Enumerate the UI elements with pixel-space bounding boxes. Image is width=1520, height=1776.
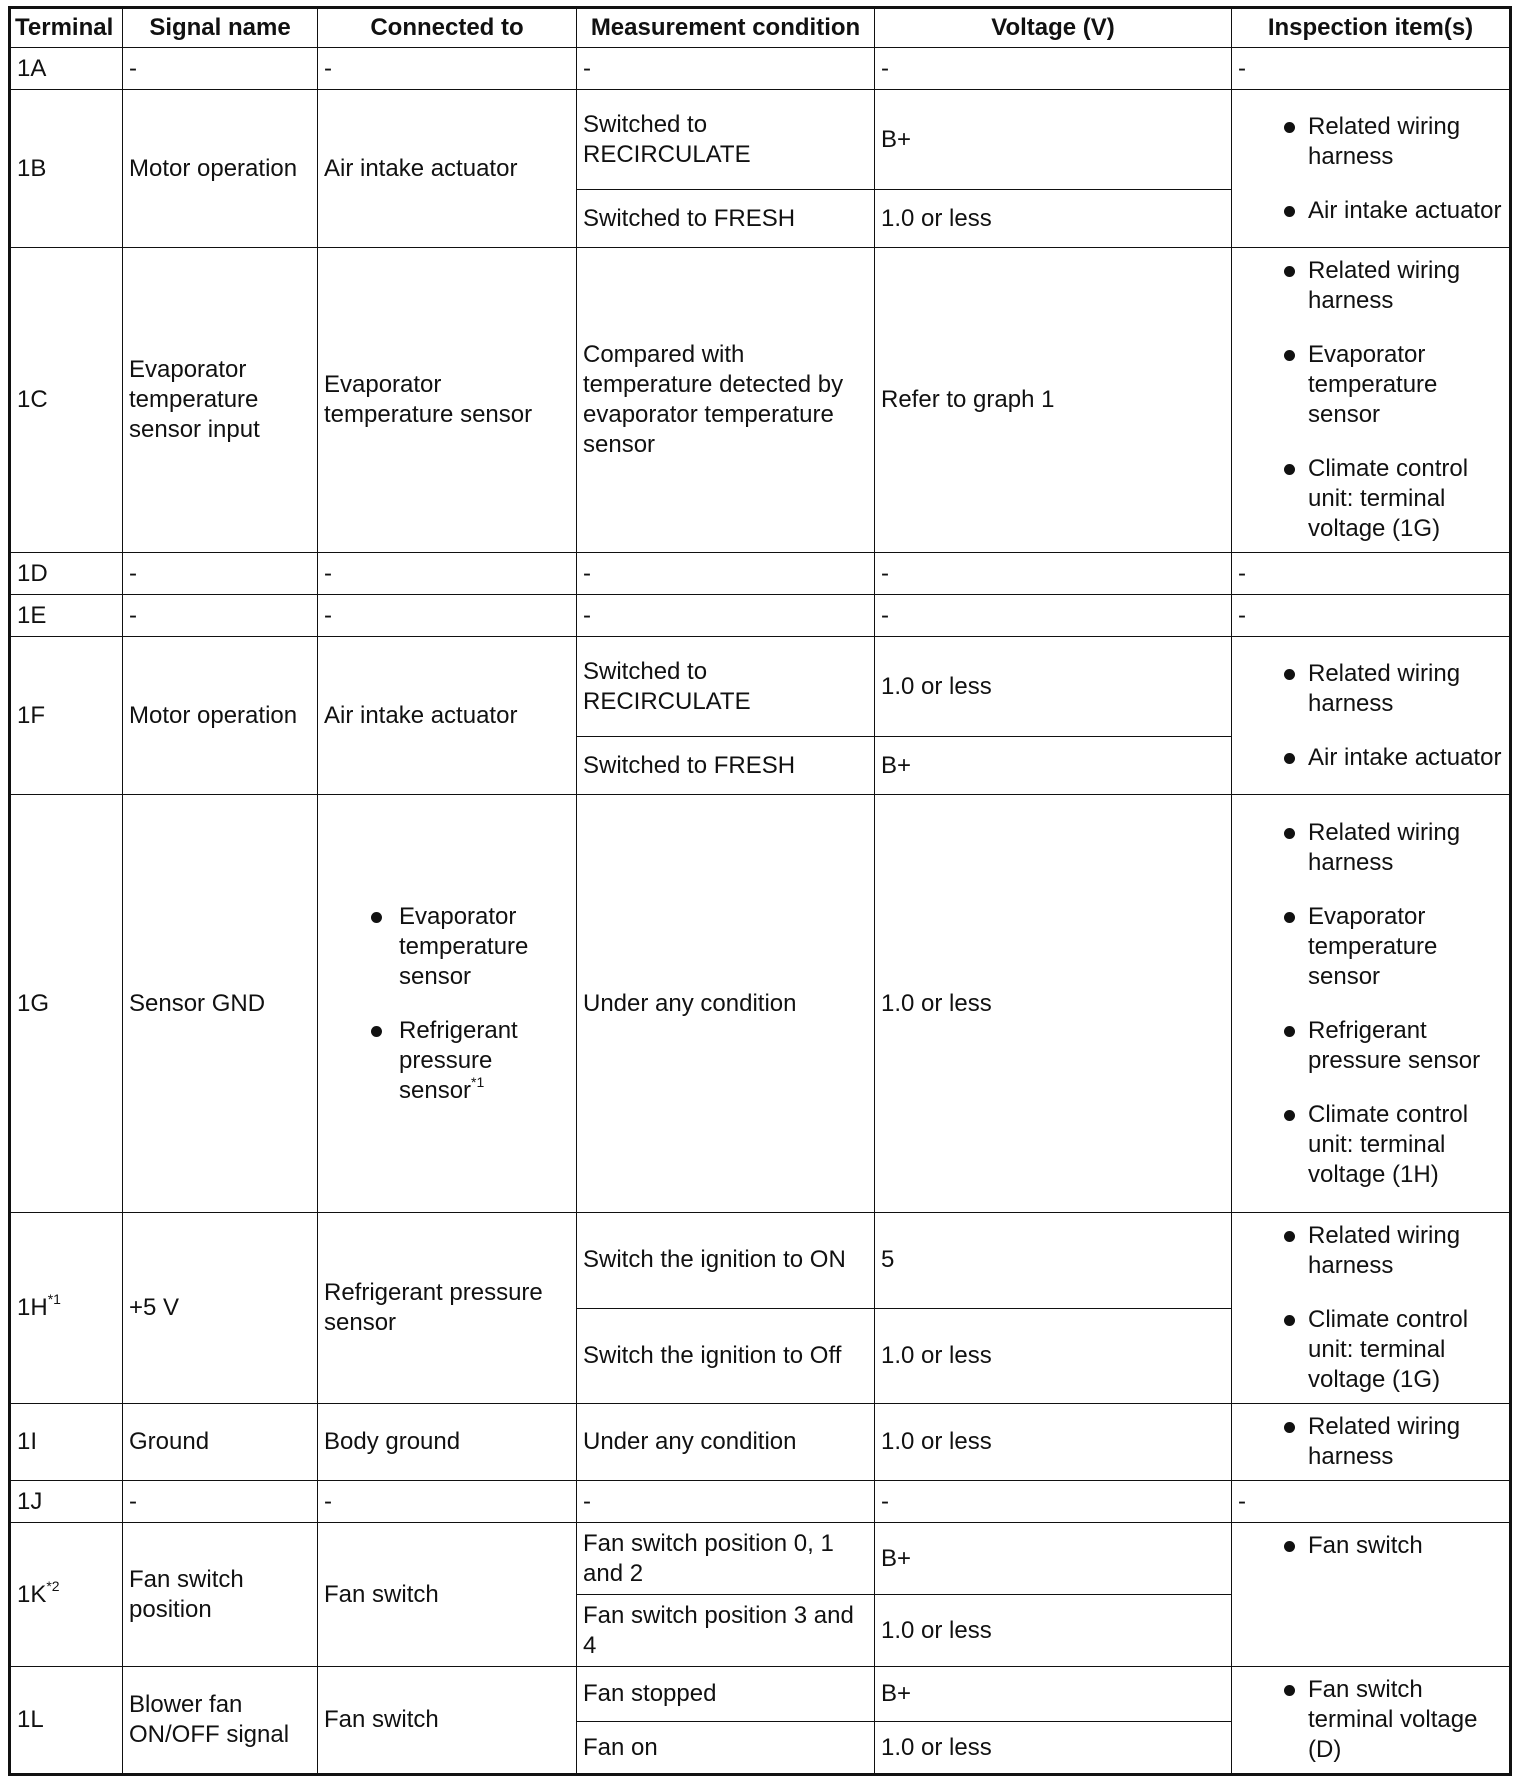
inspection-item: Evaporator temperature sensor xyxy=(1238,902,1503,992)
bullet-icon xyxy=(1284,122,1295,133)
signal-cell: Blower fan ON/OFF signal xyxy=(123,1667,318,1775)
inspection-cell xyxy=(1232,1213,1511,1404)
inspection-item: Related wiring harness xyxy=(1238,659,1503,719)
inspection-cell: - xyxy=(1232,1481,1511,1523)
inspection-cell xyxy=(1232,795,1511,1213)
table-row-1B xyxy=(10,90,1511,190)
table-row-1G xyxy=(10,795,1511,1213)
table-row-1L xyxy=(10,1667,1511,1722)
condition-cell: - xyxy=(577,595,875,637)
header-measurement-condition: Measurement condition xyxy=(577,8,875,48)
voltage-cell: B+ xyxy=(875,1667,1232,1722)
header-connected-to: Connected to xyxy=(318,8,577,48)
voltage-cell: 1.0 or less xyxy=(875,795,1232,1213)
inspection-cell xyxy=(1232,90,1511,248)
inspection-item: Climate control unit: terminal voltage (1G) xyxy=(1238,454,1503,544)
table-row-1J xyxy=(10,1481,1511,1523)
bullet-icon xyxy=(1284,669,1295,680)
condition-cell: Under any condition xyxy=(577,1404,875,1481)
bullet-icon xyxy=(1284,1231,1295,1242)
signal-cell: Motor operation xyxy=(123,637,318,795)
inspection-item: Related wiring harness xyxy=(1238,112,1503,172)
voltage-cell: 1.0 or less xyxy=(875,1308,1232,1404)
terminal-cell: 1I xyxy=(10,1404,123,1481)
condition-cell: Fan switch position 3 and 4 xyxy=(577,1595,875,1667)
terminal-cell: 1A xyxy=(10,48,123,90)
bullet-icon xyxy=(1284,266,1295,277)
condition-cell: Compared with temperature detected by evaporator temperature sensor xyxy=(577,248,875,553)
connected-cell: Body ground xyxy=(318,1404,577,1481)
voltage-cell: 1.0 or less xyxy=(875,1404,1232,1481)
connected-cell: - xyxy=(318,553,577,595)
signal-cell: - xyxy=(123,48,318,90)
terminal-cell: $1H^{*1}$ xyxy=(10,1213,123,1404)
connected-item: Refrigerant pressure sensor$^{*1}$ xyxy=(324,1016,570,1106)
condition-cell: Fan switch position 0, 1 and 2 xyxy=(577,1523,875,1595)
voltage-cell: - xyxy=(875,48,1232,90)
signal-cell: Evaporator temperature sensor input xyxy=(123,248,318,553)
connected-cell: Air intake actuator xyxy=(318,637,577,795)
connected-cell: Evaporator temperature sensor xyxy=(318,248,577,553)
inspection-item: Related wiring harness xyxy=(1238,1412,1503,1472)
inspection-cell xyxy=(1232,1667,1511,1775)
terminal-cell: 1E xyxy=(10,595,123,637)
bullet-icon xyxy=(1284,1315,1295,1326)
inspection-cell xyxy=(1232,637,1511,795)
inspection-item: Related wiring harness xyxy=(1238,818,1503,878)
inspection-cell xyxy=(1232,1404,1511,1481)
terminal-voltage-table xyxy=(8,6,1512,1776)
terminal-cell: 1D xyxy=(10,553,123,595)
header-voltage: Voltage (V) xyxy=(875,8,1232,48)
connected-cell xyxy=(318,795,577,1213)
connected-cell: Air intake actuator xyxy=(318,90,577,248)
connected-item: Evaporator temperature sensor xyxy=(324,902,570,992)
voltage-cell: - xyxy=(875,553,1232,595)
inspection-cell: - xyxy=(1232,553,1511,595)
voltage-cell: 1.0 or less xyxy=(875,1722,1232,1775)
bullet-icon xyxy=(1284,350,1295,361)
voltage-cell: - xyxy=(875,595,1232,637)
condition-cell: Switched to FRESH xyxy=(577,737,875,795)
voltage-cell: B+ xyxy=(875,1523,1232,1595)
voltage-cell: 1.0 or less xyxy=(875,190,1232,248)
inspection-cell xyxy=(1232,248,1511,553)
condition-cell: - xyxy=(577,48,875,90)
inspection-item: Climate control unit: terminal voltage (1H) xyxy=(1238,1100,1503,1190)
footnote-mark: *2 xyxy=(46,1577,60,1594)
bullet-icon xyxy=(1284,1541,1295,1552)
signal-cell: Fan switch position xyxy=(123,1523,318,1667)
connected-cell: Fan switch xyxy=(318,1667,577,1775)
inspection-item: Related wiring harness xyxy=(1238,1221,1503,1281)
terminal-cell: 1J xyxy=(10,1481,123,1523)
header-terminal: Terminal xyxy=(10,8,123,48)
voltage-cell: 5 xyxy=(875,1213,1232,1309)
table-row-1K xyxy=(10,1523,1511,1595)
connected-cell: Fan switch xyxy=(318,1523,577,1667)
bullet-icon xyxy=(1284,206,1295,217)
connected-cell: Refrigerant pressure sensor xyxy=(318,1213,577,1404)
inspection-item: Air intake actuator xyxy=(1238,196,1503,226)
table-row-1F xyxy=(10,637,1511,737)
voltage-cell: Refer to graph 1 xyxy=(875,248,1232,553)
bullet-icon xyxy=(371,1026,382,1037)
voltage-cell: B+ xyxy=(875,90,1232,190)
bullet-icon xyxy=(1284,912,1295,923)
condition-cell: - xyxy=(577,553,875,595)
voltage-cell: 1.0 or less xyxy=(875,1595,1232,1667)
inspection-item: Related wiring harness xyxy=(1238,256,1503,316)
condition-cell: - xyxy=(577,1481,875,1523)
bullet-icon xyxy=(1284,753,1295,764)
inspection-item: Refrigerant pressure sensor xyxy=(1238,1016,1503,1076)
table-row-1H xyxy=(10,1213,1511,1309)
bullet-icon xyxy=(1284,1026,1295,1037)
signal-cell: +5 V xyxy=(123,1213,318,1404)
signal-cell: Motor operation xyxy=(123,90,318,248)
header-inspection-items: Inspection item(s) xyxy=(1232,8,1511,48)
terminal-cell: $1K^{*2}$ xyxy=(10,1523,123,1667)
signal-cell: - xyxy=(123,595,318,637)
terminal-cell: 1B xyxy=(10,90,123,248)
inspection-cell: - xyxy=(1232,48,1511,90)
bullet-icon xyxy=(1284,1422,1295,1433)
condition-cell: Switched to RECIRCULATE xyxy=(577,637,875,737)
inspection-item: Fan switch terminal voltage (D) xyxy=(1238,1675,1503,1765)
condition-cell: Fan stopped xyxy=(577,1667,875,1722)
signal-cell: Ground xyxy=(123,1404,318,1481)
condition-cell: Fan on xyxy=(577,1722,875,1775)
bullet-icon xyxy=(1284,464,1295,475)
bullet-icon xyxy=(371,912,382,923)
inspection-item: Fan switch xyxy=(1238,1531,1503,1561)
inspection-cell xyxy=(1232,1523,1511,1667)
signal-cell: - xyxy=(123,1481,318,1523)
inspection-item: Air intake actuator xyxy=(1238,743,1503,773)
header-signal-name: Signal name xyxy=(123,8,318,48)
footnote-mark: *1 xyxy=(471,1073,485,1090)
condition-cell: Under any condition xyxy=(577,795,875,1213)
terminal-cell: 1L xyxy=(10,1667,123,1775)
inspection-item: Climate control unit: terminal voltage (1G) xyxy=(1238,1305,1503,1395)
inspection-cell: - xyxy=(1232,595,1511,637)
condition-cell: Switched to RECIRCULATE xyxy=(577,90,875,190)
footnote-mark: *1 xyxy=(47,1291,61,1307)
table-row-1E xyxy=(10,595,1511,637)
connected-cell: - xyxy=(318,595,577,637)
voltage-cell: - xyxy=(875,1481,1232,1523)
terminal-cell: 1F xyxy=(10,637,123,795)
voltage-cell: B+ xyxy=(875,737,1232,795)
voltage-cell: 1.0 or less xyxy=(875,637,1232,737)
connected-cell: - xyxy=(318,1481,577,1523)
table-row-1C xyxy=(10,248,1511,553)
terminal-cell: 1C xyxy=(10,248,123,553)
bullet-icon xyxy=(1284,1685,1295,1696)
condition-cell: Switch the ignition to ON xyxy=(577,1213,875,1309)
signal-cell: Sensor GND xyxy=(123,795,318,1213)
bullet-icon xyxy=(1284,1110,1295,1121)
condition-cell: Switch the ignition to Off xyxy=(577,1308,875,1404)
signal-cell: - xyxy=(123,553,318,595)
table-row-1A xyxy=(10,48,1511,90)
bullet-icon xyxy=(1284,828,1295,839)
table-row-1I xyxy=(10,1404,1511,1481)
condition-cell: Switched to FRESH xyxy=(577,190,875,248)
terminal-cell: 1G xyxy=(10,795,123,1213)
table-row-1D xyxy=(10,553,1511,595)
connected-cell: - xyxy=(318,48,577,90)
header-row xyxy=(10,8,1511,48)
inspection-item: Evaporator temperature sensor xyxy=(1238,340,1503,430)
